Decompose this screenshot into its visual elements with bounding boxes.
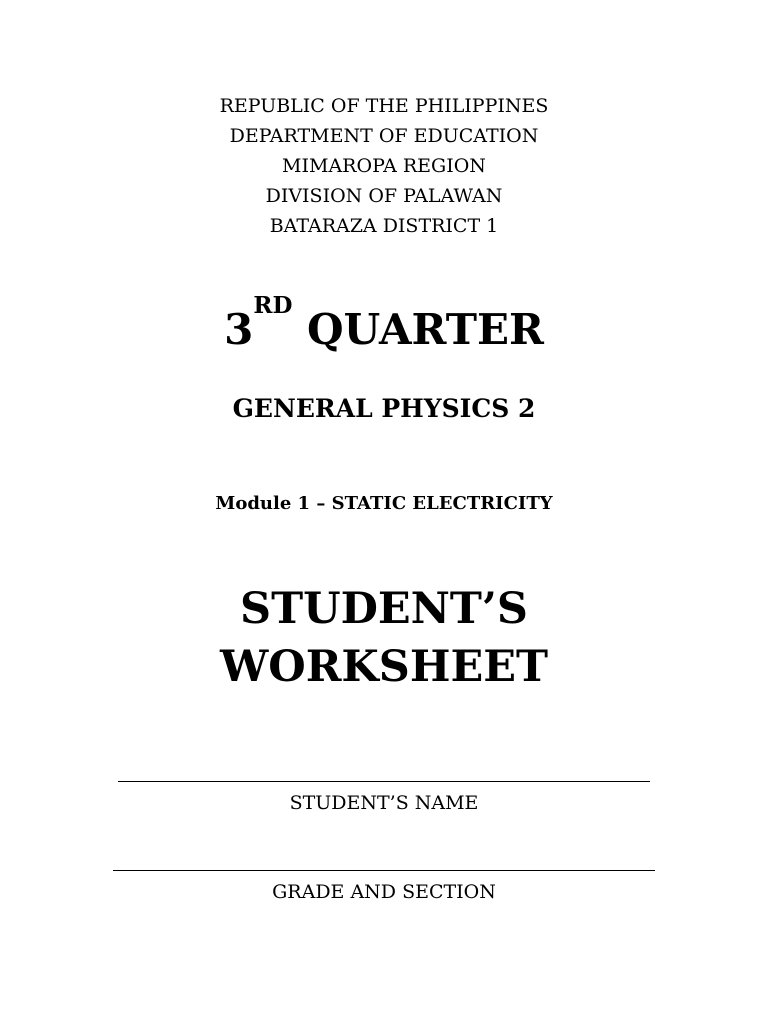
grade-section-label: GRADE AND SECTION [272,881,496,903]
student-name-line [118,781,650,782]
module-title: Module 1 – STATIC ELECTRICITY [215,493,553,514]
header-region: MIMAROPA REGION [282,155,486,177]
grade-section-line [113,870,655,871]
worksheet-title-line1: STUDENT’S [240,584,528,634]
header-department: DEPARTMENT OF EDUCATION [229,125,539,147]
institution-header [0,91,768,241]
quarter-word: QUARTER [307,305,544,354]
subject-title: GENERAL PHYSICS 2 [232,394,536,423]
header-republic: REPUBLIC OF THE PHILIPPINES [219,95,549,117]
worksheet-title-line2: WORKSHEET [219,642,549,692]
quarter-number: 3 [224,305,254,354]
quarter-suffix: RD [253,292,293,319]
student-name-label: STUDENT’S NAME [289,792,479,814]
header-division: DIVISION OF PALAWAN [265,185,503,207]
header-district: BATARAZA DISTRICT 1 [269,215,499,237]
worksheet-title [0,580,768,696]
quarter-title [0,292,768,358]
